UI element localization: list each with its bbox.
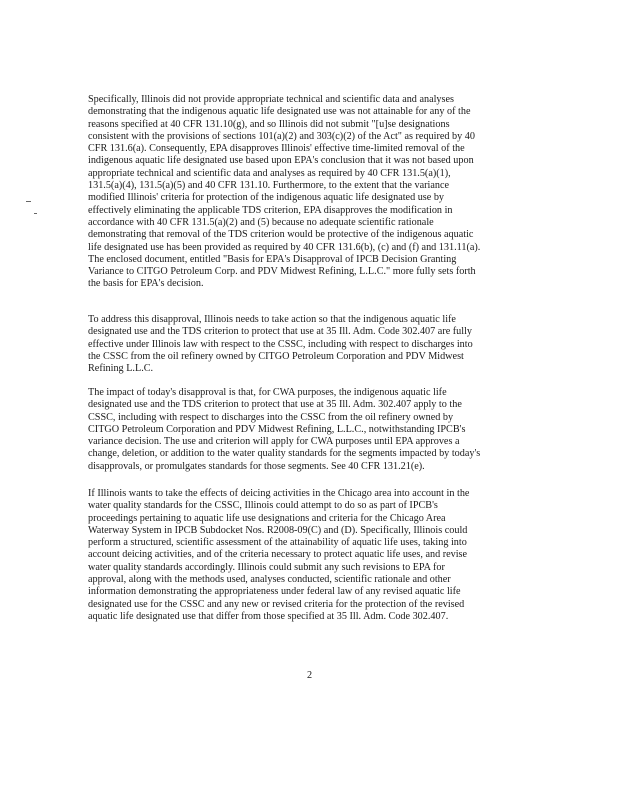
scan-artifact-mark: [26, 201, 31, 202]
text-line: the basis for EPA's decision.: [88, 278, 204, 290]
text-line: proceedings pertaining to aquatic life use designations and criteria for the Chicago Area: [88, 512, 446, 524]
text-line: designated use and the TDS criterion to protect that use at 35 Ill. Adm. Code 302.407 are fully: [88, 326, 473, 338]
text-line: Specifically, Illinois did not provide appropriate technical and scientific data and analyses: [88, 94, 454, 105]
text-line: consistent with the provisions of sections 101(a)(2) and 303(c)(2) of the Act" as required by 40: [88, 130, 475, 142]
text-line: 131.5(a)(4), 131.5(a)(5) and 40 CFR 131.10. Furthermore, to the extent that the variance: [88, 180, 449, 192]
text-line: account deicing activities, and of the criteria necessary to protect aquatic life uses, and revise: [88, 549, 468, 561]
text-line: Variance to CITGO Petroleum Corp. and PDV Midwest Refining, L.L.C." more fully sets forth: [88, 266, 476, 278]
text-line: disapprovals, or promulgates standards for those segments. See 40 CFR 131.21(e).: [88, 460, 425, 472]
text-line: Waterway System in IPCB Subdocket Nos. R2008-09(C) and (D). Specifically, Illinois could: [88, 524, 468, 536]
text-line: variance decision. The use and criterion will apply for CWA purposes until EPA approves a: [88, 436, 460, 448]
text-line: If Illinois wants to take the effects of deicing activities in the Chicago area into account in the: [88, 488, 470, 499]
text-line: accordance with 40 CFR 131.5(a)(2) and (5) because no adequate scientific rationale: [88, 216, 434, 228]
text-line: water quality standards for the CSSC, Illinois could attempt to do so as part of IPCB's: [88, 500, 438, 512]
text-line: To address this disapproval, Illinois needs to take action so that the indigenous aquatic life: [88, 314, 456, 325]
text-line: CITGO Petroleum Corporation and PDV Midwest Refining, L.L.C., notwithstanding IPCB's: [88, 423, 466, 435]
page-number: 2: [306, 670, 313, 681]
text-line: effectively eliminating the applicable TDS criterion, EPA disapproves the modification in: [88, 204, 453, 216]
text-line: perform a structured, scientific assessment of the attainability of aquatic life uses, taking into: [88, 537, 467, 549]
text-line: appropriate technical and scientific data and analyses as required by 40 CFR 131.5(a)(1),: [88, 167, 451, 179]
text-line: CSSC, including with respect to discharges into the CSSC from the oil refinery owned by: [88, 411, 454, 423]
text-line: approval, along with the methods used, analyses conducted, scientific rationale and other: [88, 574, 451, 586]
paragraph-2: [88, 314, 534, 375]
text-line: aquatic life designated use that differ from those specified at 35 Ill. Adm. Code 302.407.: [88, 610, 449, 622]
text-line: Refining L.L.C.: [88, 363, 154, 375]
paragraph-3: [88, 387, 534, 473]
text-line: demonstrating that the indigenous aquatic life designated use was not attainable for any of the: [88, 106, 471, 118]
text-line: CFR 131.6(a). Consequently, EPA disapproves Illinois' effective time-limited removal of the: [88, 143, 465, 155]
text-line: indigenous aquatic life designated use based upon EPA's conclusion that it was not based upon: [88, 155, 474, 167]
text-line: effective under Illinois law with respect to the CSSC, including with respect to discharges into: [88, 338, 473, 350]
text-line: designated use and the TDS criterion to protect that use at 35 Ill. Adm. 302.407 apply to the: [88, 399, 462, 411]
text-line: The enclosed document, entitled "Basis for EPA's Disapproval of IPCB Decision Granting: [88, 253, 457, 265]
text-line: The impact of today's disapproval is that, for CWA purposes, the indigenous aquatic life: [88, 387, 447, 398]
text-line: designated use for the CSSC and any new or revised criteria for the protection of the revised: [88, 598, 465, 610]
paragraph-4: [88, 488, 534, 623]
text-line: reasons specified at 40 CFR 131.10(g), and so Illinois did not submit "[u]se designations: [88, 118, 450, 130]
text-line: modified Illinois' criteria for protection of the indigenous aquatic life designated use by: [88, 192, 445, 204]
text-line: change, deletion, or addition to the water quality standards for the segments impacted by today's: [88, 448, 481, 460]
text-line: life designated use has been provided as required by 40 CFR 131.6(b), (c) and (f) and 131.11(a).: [88, 241, 481, 253]
scan-artifact-mark: [34, 213, 37, 214]
text-line: demonstrating that removal of the TDS criterion would be protective of the indigenous aquatic: [88, 229, 474, 241]
paragraph-1: [88, 94, 534, 291]
text-line: the CSSC from the oil refinery owned by CITGO Petroleum Corporation and PDV Midwest: [88, 350, 464, 362]
text-line: information demonstrating the appropriateness under federal law of any revised aquatic life: [88, 586, 461, 598]
text-line: water quality standards accordingly. Illinois could submit any such revisions to EPA for: [88, 561, 445, 573]
